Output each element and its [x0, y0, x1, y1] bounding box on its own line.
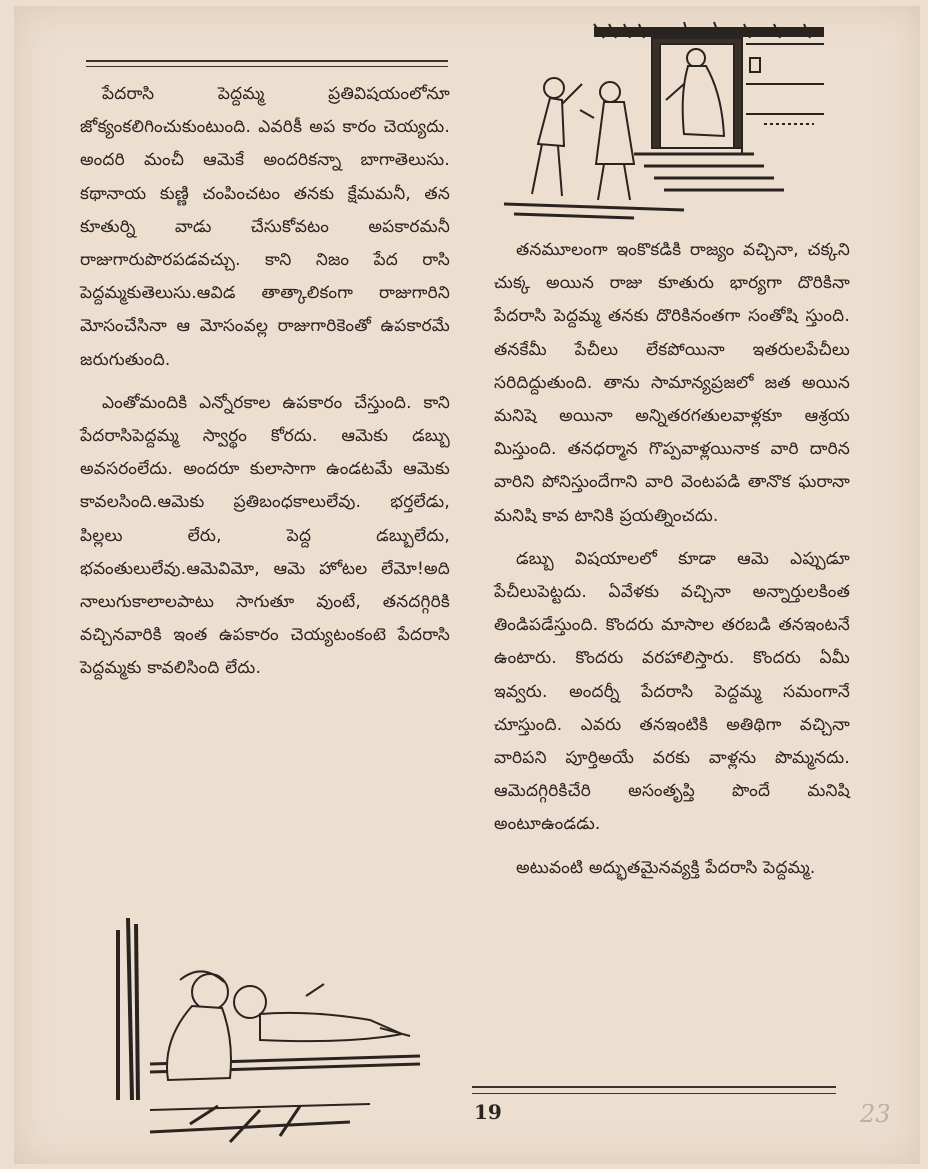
page-number: 19 — [474, 1100, 502, 1124]
bottom-rule-right-thin — [472, 1093, 836, 1094]
handwritten-mark: 23 — [860, 1100, 891, 1128]
right-paragraph-3: అటువంటి అద్భుతమైనవ్యక్తి పేదరాసి పెద్దమ్మ. — [516, 857, 816, 878]
right-paragraph-2: డబ్బు విషయాలలో కూడా ఆమె ఎప్పుడూ పేచీలుపెట్టదు. ఏవేళకు వచ్చినా అన్నార్తులకింత తిండిపడేస్తుంది. కొందరు మాసాల తరబడి తనఇంటనే ఉంటారు. కొందరు వరహాలిస్తారు. కొందరు ఏమీ ఇవ్వరు. అందర్నీ పేదరాసి పెద్దమ్మ సమంగానే చూస్తుంది. ఎవరు తనఇంటికి అతిథిగా వచ్చినా వారిపని పూర్తిఅయే వరకు వాళ్లను పొమ్మనదు. ఆమెదగ్గిరికిచేరి అసంతృప్తి పొందే మనిషి అంటూఉండడు. — [494, 548, 850, 835]
right-paragraph-1: తనమూలంగా ఇంకొకడికి రాజ్యం వచ్చినా, చక్కని చుక్క అయిన రాజు కూతురు భార్యగా దొరికినా పేదరాసి పెద్దమ్మ తనకు దొరికినంతగా సంతోషి స్తుంది. తనకేమీ పేచీలు లేకపోయినా ఇతరులపేచీలు సరిదిద్దుతుంది. తాను సామాన్యప్రజలో జత అయిన మనిషె అయినా అన్నితరగతులవాళ్లకూ ఆశ్రయ మిస్తుంది. తనధర్మాన గొప్పవాళ్లయినాక వారి దారిన వారిని పోనిస్తుందేగాని వారి వెంటపడి తానొక ఘరానా మనిషి కావ టానికి ప్రయత్నించదు. — [494, 240, 850, 526]
left-paragraph-2: ఎంతోమందికి ఎన్నోరకాల ఉపకారం చేస్తుంది. కాని పేదరాసిపెద్దమ్మ స్వార్థం కోరదు. ఆమెకు డబ్బు అవసరంలేదు. అందరూ కులాసాగా ఉండటమే ఆమెకు కావలసింది.ఆమెకు ప్రతిబంధకాలులేవు. భర్తలేడు, పిల్లలు లేరు, పెద్ద డబ్బులేదు, భవంతులులేవు.ఆమెవిమో, ఆమె హోటల లేమో!అది నాలుగుకాలాలపాటు సాగుతూ వుంటే, తనదగ్గిరికి వచ్చినవారికి ఇంత ఉపకారం చెయ్యటంకంటె పేదరాసి పెద్దమ్మకు కావలిసింది లేదు. — [80, 392, 450, 679]
right-column — [494, 234, 850, 885]
magazine-page — [14, 6, 920, 1164]
left-column — [80, 78, 450, 686]
top-rule-left — [86, 60, 448, 62]
left-paragraph-1: పేదరాసి పెద్దమ్మ ప్రతివిషయంలోనూ జోక్యంకలిగించుకుంటుంది. ఎవరికీ అప కారం చెయ్యదు. అందరి మంచీ ఆమెకే అందరికన్నా బాగాతెలుసు. కథానాయ కుణ్ణి చంపించటం తనకు క్షేమమనీ, తన కూతుర్ని వాడు చేసుకోవటం అపకారమనీ రాజుగారుపొరపడవచ్చు. కాని నిజం పేద రాసి పెద్దమ్మకుతెలుసు.ఆవిడ తాత్కాలికంగా రాజుగారిని మోసంచేసినా ఆ మోసంవల్ల రాజుగారికెంతో ఉపకారమే జరుగుతుంది. — [80, 84, 450, 370]
top-rule-left-thin — [86, 66, 448, 67]
bottom-rule-right — [472, 1086, 836, 1088]
hut-illustration — [484, 14, 834, 226]
women-illustration — [110, 910, 440, 1156]
